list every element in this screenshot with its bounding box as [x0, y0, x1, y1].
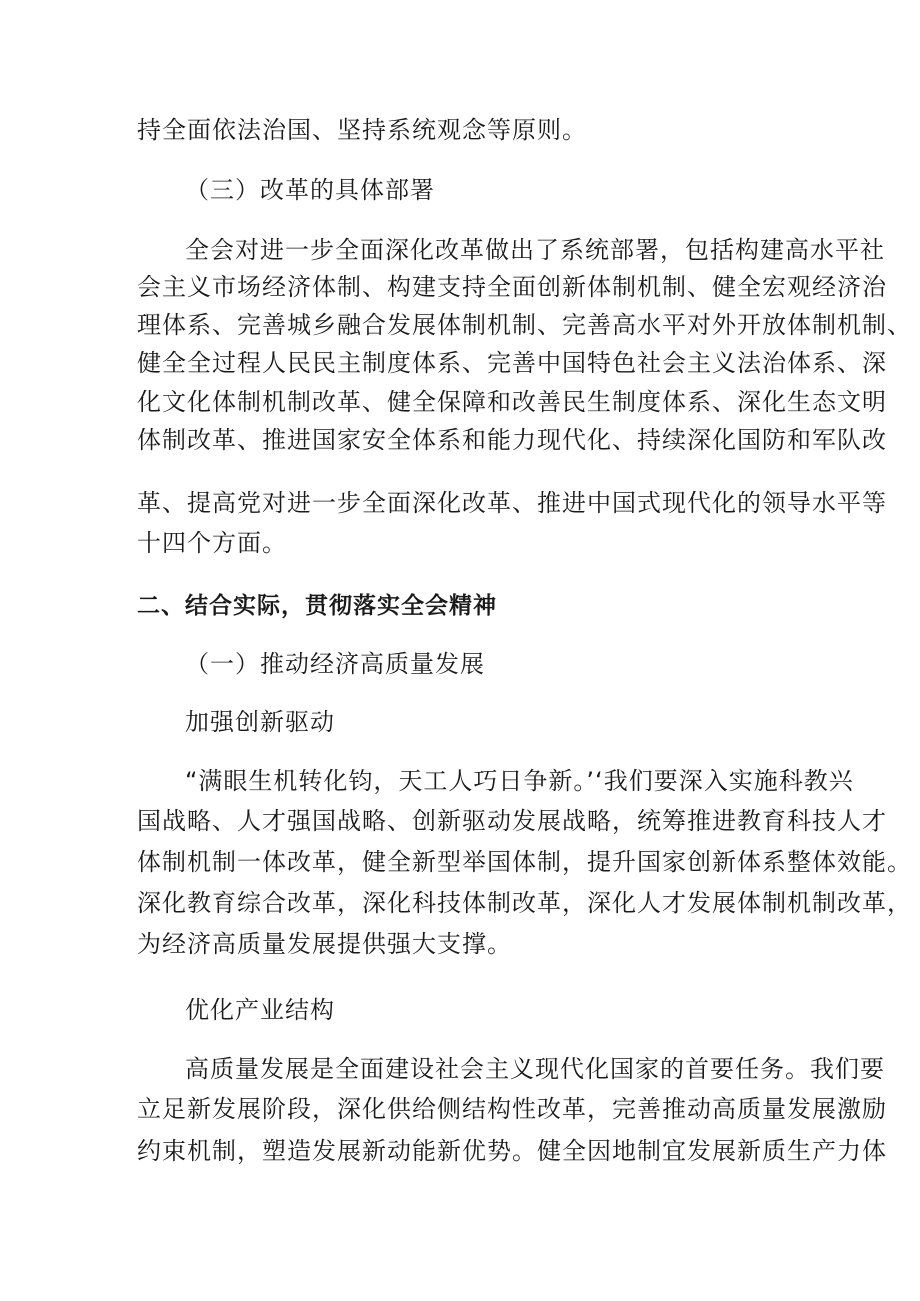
paragraph-line: 化文化体制机制改革、健全保障和改善民生制度体系、深化生态文明: [137, 388, 887, 416]
paragraph-line: 约束机制，塑造发展新动能新优势。健全因地制宜发展新质生产力体: [137, 1137, 887, 1165]
part-2-subheading: （一）推动经济高质量发展: [185, 650, 485, 678]
paragraph-line: 为经济高质量发展提供强大支撑。: [137, 930, 512, 958]
paragraph-line: 革、提高党对进一步全面深化改革、推进中国式现代化的领导水平等: [137, 489, 887, 517]
paragraph-line: 高质量发展是全面建设社会主义现代化国家的首要任务。我们要: [185, 1055, 885, 1083]
paragraph-line: 全会对进一步全面深化改革做出了系统部署，包括构建高水平社: [185, 236, 885, 264]
continued-paragraph-line: 持全面依法治国、坚持系统观念等原则。: [137, 116, 587, 144]
paragraph-line: 立足新发展阶段，深化供给侧结构性改革，完善推动高质量发展激励: [137, 1095, 887, 1123]
paragraph-line: 健全全过程人民民主制度体系、完善中国特色社会主义法治体系、深: [137, 349, 887, 377]
paragraph-line: 体制改革、推进国家安全体系和能力现代化、持续深化国防和军队改: [137, 426, 887, 454]
paragraph-line: “满眼生机转化钧，天工人巧日争新。’‘我们要深入实施科教兴: [185, 767, 854, 795]
paragraph-line: 深化教育综合改革，深化科技体制改革，深化人才发展体制机制改革，: [137, 889, 912, 917]
topic-2-title: 优化产业结构: [185, 996, 335, 1024]
paragraph-line: 体制机制一体改革，健全新型举国体制，提升国家创新体系整体效能。: [137, 848, 912, 876]
part-2-heading: 二、结合实际，贯彻落实全会精神: [137, 593, 497, 619]
paragraph-line: 理体系、完善城乡融合发展体制机制、完善高水平对外开放体制机制、: [137, 311, 912, 339]
paragraph-line: 十四个方面。: [137, 529, 287, 557]
paragraph-line: 会主义市场经济体制、构建支持全面创新体制机制、健全宏观经济治: [137, 273, 887, 301]
section-3-title: （三）改革的具体部署: [185, 176, 435, 204]
topic-1-title: 加强创新驱动: [185, 708, 335, 736]
paragraph-line: 国战略、人才强国战略、创新驱动发展战略，统筹推进教育科技人才: [137, 807, 887, 835]
